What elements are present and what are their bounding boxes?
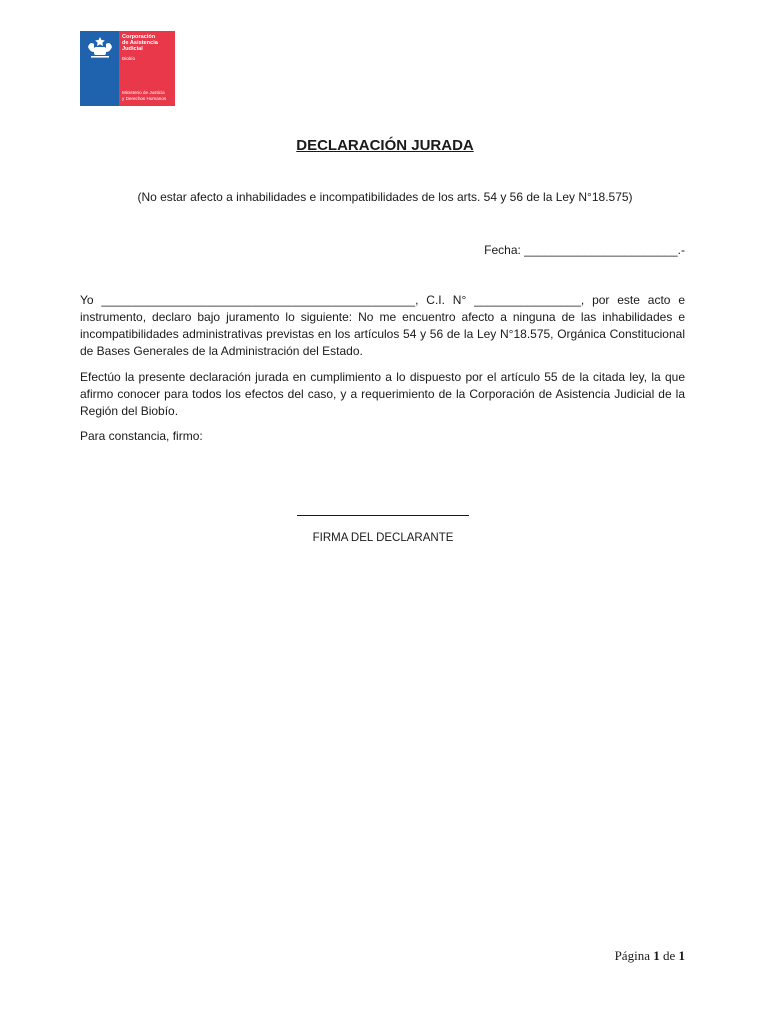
current-page: 1 [653,948,660,963]
logo-red-panel [119,31,175,106]
page-number [615,948,685,964]
date-field: Fecha: _______________________.- [484,243,685,257]
logo-region: Biobío [122,56,136,61]
page-number-middle: de [659,948,679,963]
attestation-paragraph: Para constancia, firmo: [80,429,203,443]
logo-text-line3: Judicial [122,46,143,52]
page-number-prefix: Página [614,948,654,963]
document-title: DECLARACIÓN JURADA [296,137,474,154]
logo-text-line1: Corporación [122,34,156,40]
logo-ministry-line2: y Derechos Humanos [122,96,167,101]
signature-label: FIRMA DEL DECLARANTE [312,532,454,544]
logo-ministry-line1: Ministerio de Justicia [122,90,165,95]
coat-of-arms-icon [85,35,115,59]
compliance-paragraph: Efectúo la presente declaración jurada en cumplimiento a lo dispuesto por el artículo 55 de la citada ley, la que afirmo conocer para todos los efectos del caso, y a requerimiento de la Corporación de Asistencia Judicial de la Región del Biobío. [80,370,685,418]
document-subtitle: (No estar afecto a inhabilidades e incompatibilidades de los arts. 54 y 56 de la Ley N°18.575) [137,190,633,204]
signature-line [297,515,469,516]
corporation-logo [80,31,175,106]
logo-text-line2: de Asistencia [122,40,158,46]
logo-blue-panel [80,31,119,106]
total-pages: 1 [678,948,685,963]
declaration-paragraph: Yo _______________________________________________, C.I. N° ________________, por este acto e instrumento, declaro bajo juramento lo siguiente: No me encuentro afecto a ninguna de las inhabilidades e incompatibilidades administrativas previstas en los artículos 54 y 56 de la Ley N°18.575, Orgánica Constitucional de Bases Generales de la Administración del Estado. [80,293,685,358]
